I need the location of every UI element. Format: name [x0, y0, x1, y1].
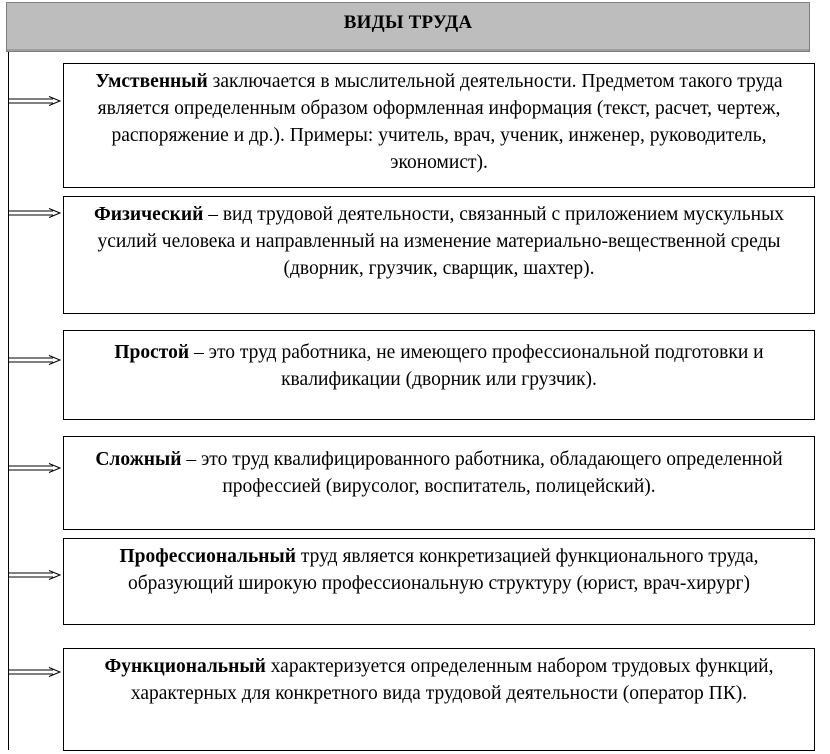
term-description: – это труд квалифицированного работника, обладающего определенной профессией (вирусолог, воспитатель, полицейский).	[181, 449, 783, 497]
term-label: Простой	[114, 342, 190, 363]
double-arrow-icon	[9, 570, 61, 580]
term-label: Функциональный	[104, 656, 266, 677]
term-description: заключается в мыслительной деятельности. Предметом такого труда является определенным образом оформленная информация (текст, расчет, чертеж, распоряжение и др.). Примеры: учитель, врач, ученик, инженер, руководитель, экономист).	[97, 71, 783, 173]
double-arrow-icon	[9, 96, 61, 106]
box-text	[70, 653, 808, 707]
box-text	[70, 543, 808, 597]
diagram-title: ВИДЫ ТРУДА	[343, 12, 473, 33]
box-text	[70, 446, 808, 500]
box-text	[70, 339, 808, 393]
labor-type-box-simple	[63, 330, 815, 420]
labor-type-box-physical	[63, 196, 815, 314]
box-text	[70, 68, 808, 176]
double-arrow-icon	[9, 667, 61, 677]
double-arrow-icon	[9, 208, 61, 218]
labor-type-box-complex	[63, 436, 815, 530]
connector-vertical-line	[8, 52, 9, 750]
term-description: характеризуется определенным набором трудовых функций, характерных для конкретного вида трудовой деятельности (оператор ПК).	[130, 656, 774, 704]
term-label: Профессиональный	[119, 546, 296, 567]
labor-type-box-professional	[63, 538, 815, 625]
term-description: – это труд работника, не имеющего профессиональной подготовки и квалификации (дворник или грузчик).	[189, 342, 764, 390]
term-label: Физический	[94, 204, 204, 225]
double-arrow-icon	[9, 355, 61, 365]
term-label: Умственный	[95, 71, 208, 92]
term-description: труд является конкретизацией функционального труда, образующий широкую профессиональную структуру (юрист, врач-хирург)	[127, 546, 759, 594]
labor-type-box-mental	[63, 63, 815, 188]
term-description: – вид трудовой деятельности, связанный с приложением мускульных усилий человека и направленный на изменение материально-вещественной среды (дворник, грузчик, сварщик, шахтер).	[97, 204, 784, 279]
labor-type-box-functional	[63, 648, 815, 751]
diagram-header	[6, 2, 810, 52]
term-label: Сложный	[95, 449, 182, 470]
double-arrow-icon	[9, 463, 61, 473]
box-text	[70, 201, 808, 282]
